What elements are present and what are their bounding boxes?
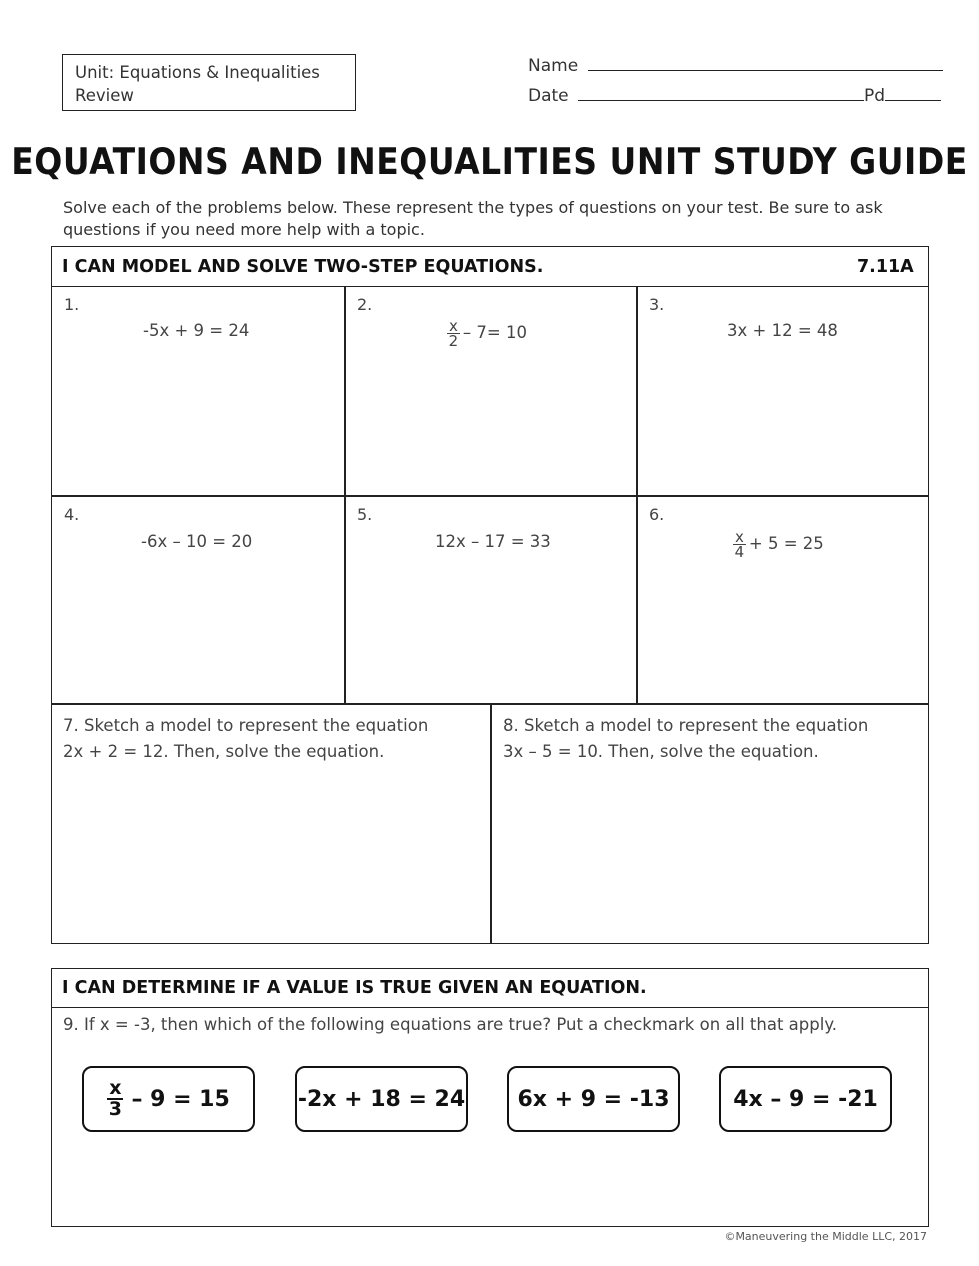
pd-label: Pd <box>864 86 886 106</box>
problem-number: 3. <box>649 295 665 314</box>
unit-line-2: Review <box>75 86 134 105</box>
standard-code: 7.11A <box>857 257 914 277</box>
problem-equation: $\frac{x}{2}$ – 7= 10 <box>448 317 527 350</box>
option-box[interactable] <box>82 1066 255 1132</box>
problem-equation: 12x – 17 = 33 <box>435 532 551 551</box>
problem-1[interactable] <box>52 287 344 495</box>
name-label: Name <box>528 56 579 76</box>
option-equation: 6x + 9 = -13 <box>517 1086 670 1112</box>
problem-number: 6. <box>649 505 665 524</box>
unit-line-1: Unit: Equations & Inequalities <box>75 63 320 82</box>
problem-number: 4. <box>64 505 80 524</box>
problem-prompt: 8. Sketch a model to represent the equation 3x – 5 = 10. Then, solve the equation. <box>503 716 869 761</box>
option-equation: – 9 = 15 <box>131 1086 230 1112</box>
fraction: $\frac{x}{3}$ <box>108 1077 122 1120</box>
section-1-heading: I CAN MODEL AND SOLVE TWO-STEP EQUATIONS. <box>62 257 544 277</box>
page-title: EQUATIONS AND INEQUALITIES UNIT STUDY GUIDE <box>11 140 968 183</box>
problem-4[interactable] <box>52 497 344 703</box>
unit-box <box>62 54 356 111</box>
problem-equation: -6x – 10 = 20 <box>141 532 253 551</box>
fraction: $\frac{x}{2}$ <box>448 317 459 350</box>
date-blank[interactable] <box>578 84 864 101</box>
instructions: Solve each of the problems below. These represent the types of questions on your test. Be sure to ask questions if you need more help with a topic. <box>63 198 883 239</box>
problem-number: 2. <box>357 295 373 314</box>
name-blank[interactable] <box>588 54 943 71</box>
option-box[interactable] <box>719 1066 892 1132</box>
section-2-heading: I CAN DETERMINE IF A VALUE IS TRUE GIVEN AN EQUATION. <box>62 978 647 998</box>
problem-6[interactable] <box>637 497 928 703</box>
problem-2[interactable] <box>345 287 636 495</box>
fraction: $\frac{x}{4}$ <box>734 528 745 561</box>
problem-3[interactable] <box>637 287 928 495</box>
problem-equation: $\frac{x}{4}$ + 5 = 25 <box>734 528 824 561</box>
problem-equation: -5x + 9 = 24 <box>143 321 250 340</box>
date-label: Date <box>528 86 569 106</box>
problem-8[interactable] <box>492 705 928 943</box>
option-equation: -2x + 18 = 24 <box>297 1086 466 1112</box>
copyright: ©Maneuvering the Middle LLC, 2017 <box>724 1230 927 1243</box>
option-equation: 4x – 9 = -21 <box>733 1086 878 1112</box>
problem-number: 5. <box>357 505 373 524</box>
section-2-header <box>52 969 928 1008</box>
problem-7[interactable] <box>52 705 490 943</box>
problem-prompt: 7. Sketch a model to represent the equation 2x + 2 = 12. Then, solve the equation. <box>63 716 429 761</box>
date-row <box>528 84 941 106</box>
question-9: 9. If x = -3, then which of the following equations are true? Put a checkmark on all that apply. <box>63 1015 837 1034</box>
pd-blank[interactable] <box>885 84 941 101</box>
section-1-header <box>52 247 928 287</box>
option-box[interactable] <box>295 1066 468 1132</box>
problem-5[interactable] <box>345 497 636 703</box>
section-two-step-equations <box>51 246 929 944</box>
problem-number: 1. <box>64 295 80 314</box>
problem-equation: 3x + 12 = 48 <box>727 321 838 340</box>
name-row <box>528 54 943 76</box>
option-box[interactable] <box>507 1066 680 1132</box>
